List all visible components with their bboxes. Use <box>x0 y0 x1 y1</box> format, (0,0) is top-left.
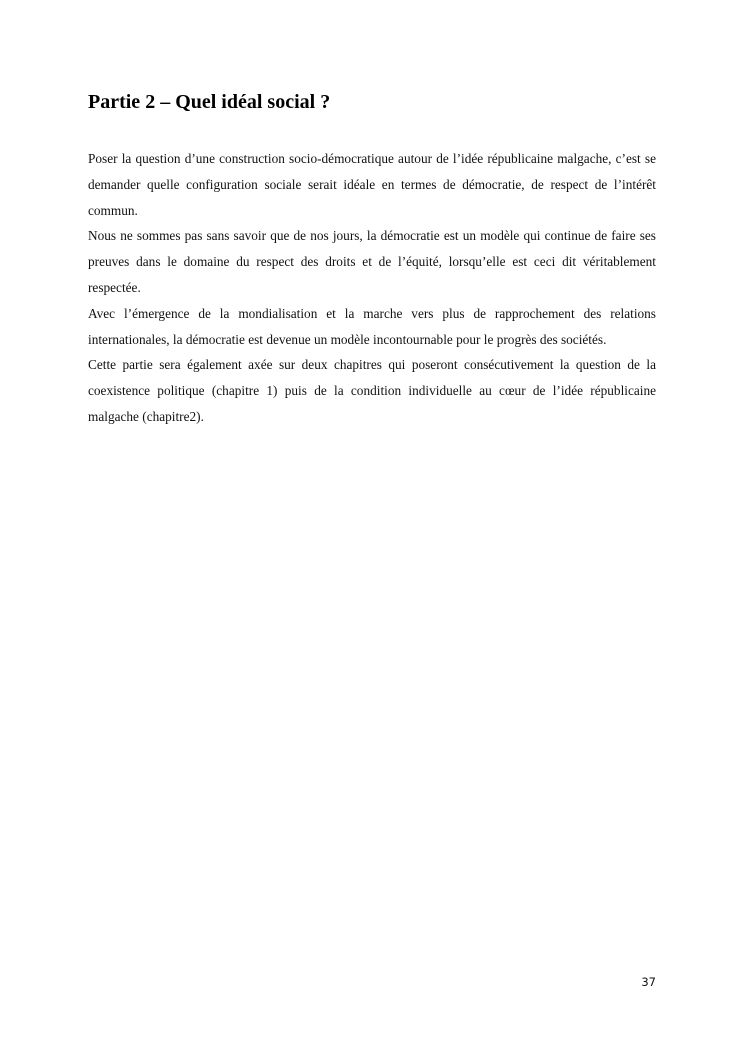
body-text <box>88 146 656 430</box>
paragraph-4: Cette partie sera également axée sur deux chapitres qui poseront consécutivement la question de la coexistence politique (chapitre 1) puis de la condition individuelle au cœur de l’idée républicaine malgache (chapitre2). <box>88 357 656 424</box>
section-heading: Partie 2 – Quel idéal social ? <box>88 91 331 113</box>
paragraph-2: Nous ne sommes pas sans savoir que de nos jours, la démocratie est un modèle qui continue de faire ses preuves dans le domaine du respect des droits et de l’équité, lorsqu’elle est ceci dit véritablement respectée. <box>88 228 656 295</box>
page-number: 37 <box>641 975 656 989</box>
paragraph-1: Poser la question d’une construction socio-démocratique autour de l’idée républicaine malgache, c’est se demander quelle configuration sociale serait idéale en termes de démocratie, de respect de l’intérêt commun. <box>88 151 656 218</box>
paragraph-3: Avec l’émergence de la mondialisation et la marche vers plus de rapprochement des relations internationales, la démocratie est devenue un modèle incontournable pour le progrès des sociétés. <box>88 305 656 347</box>
